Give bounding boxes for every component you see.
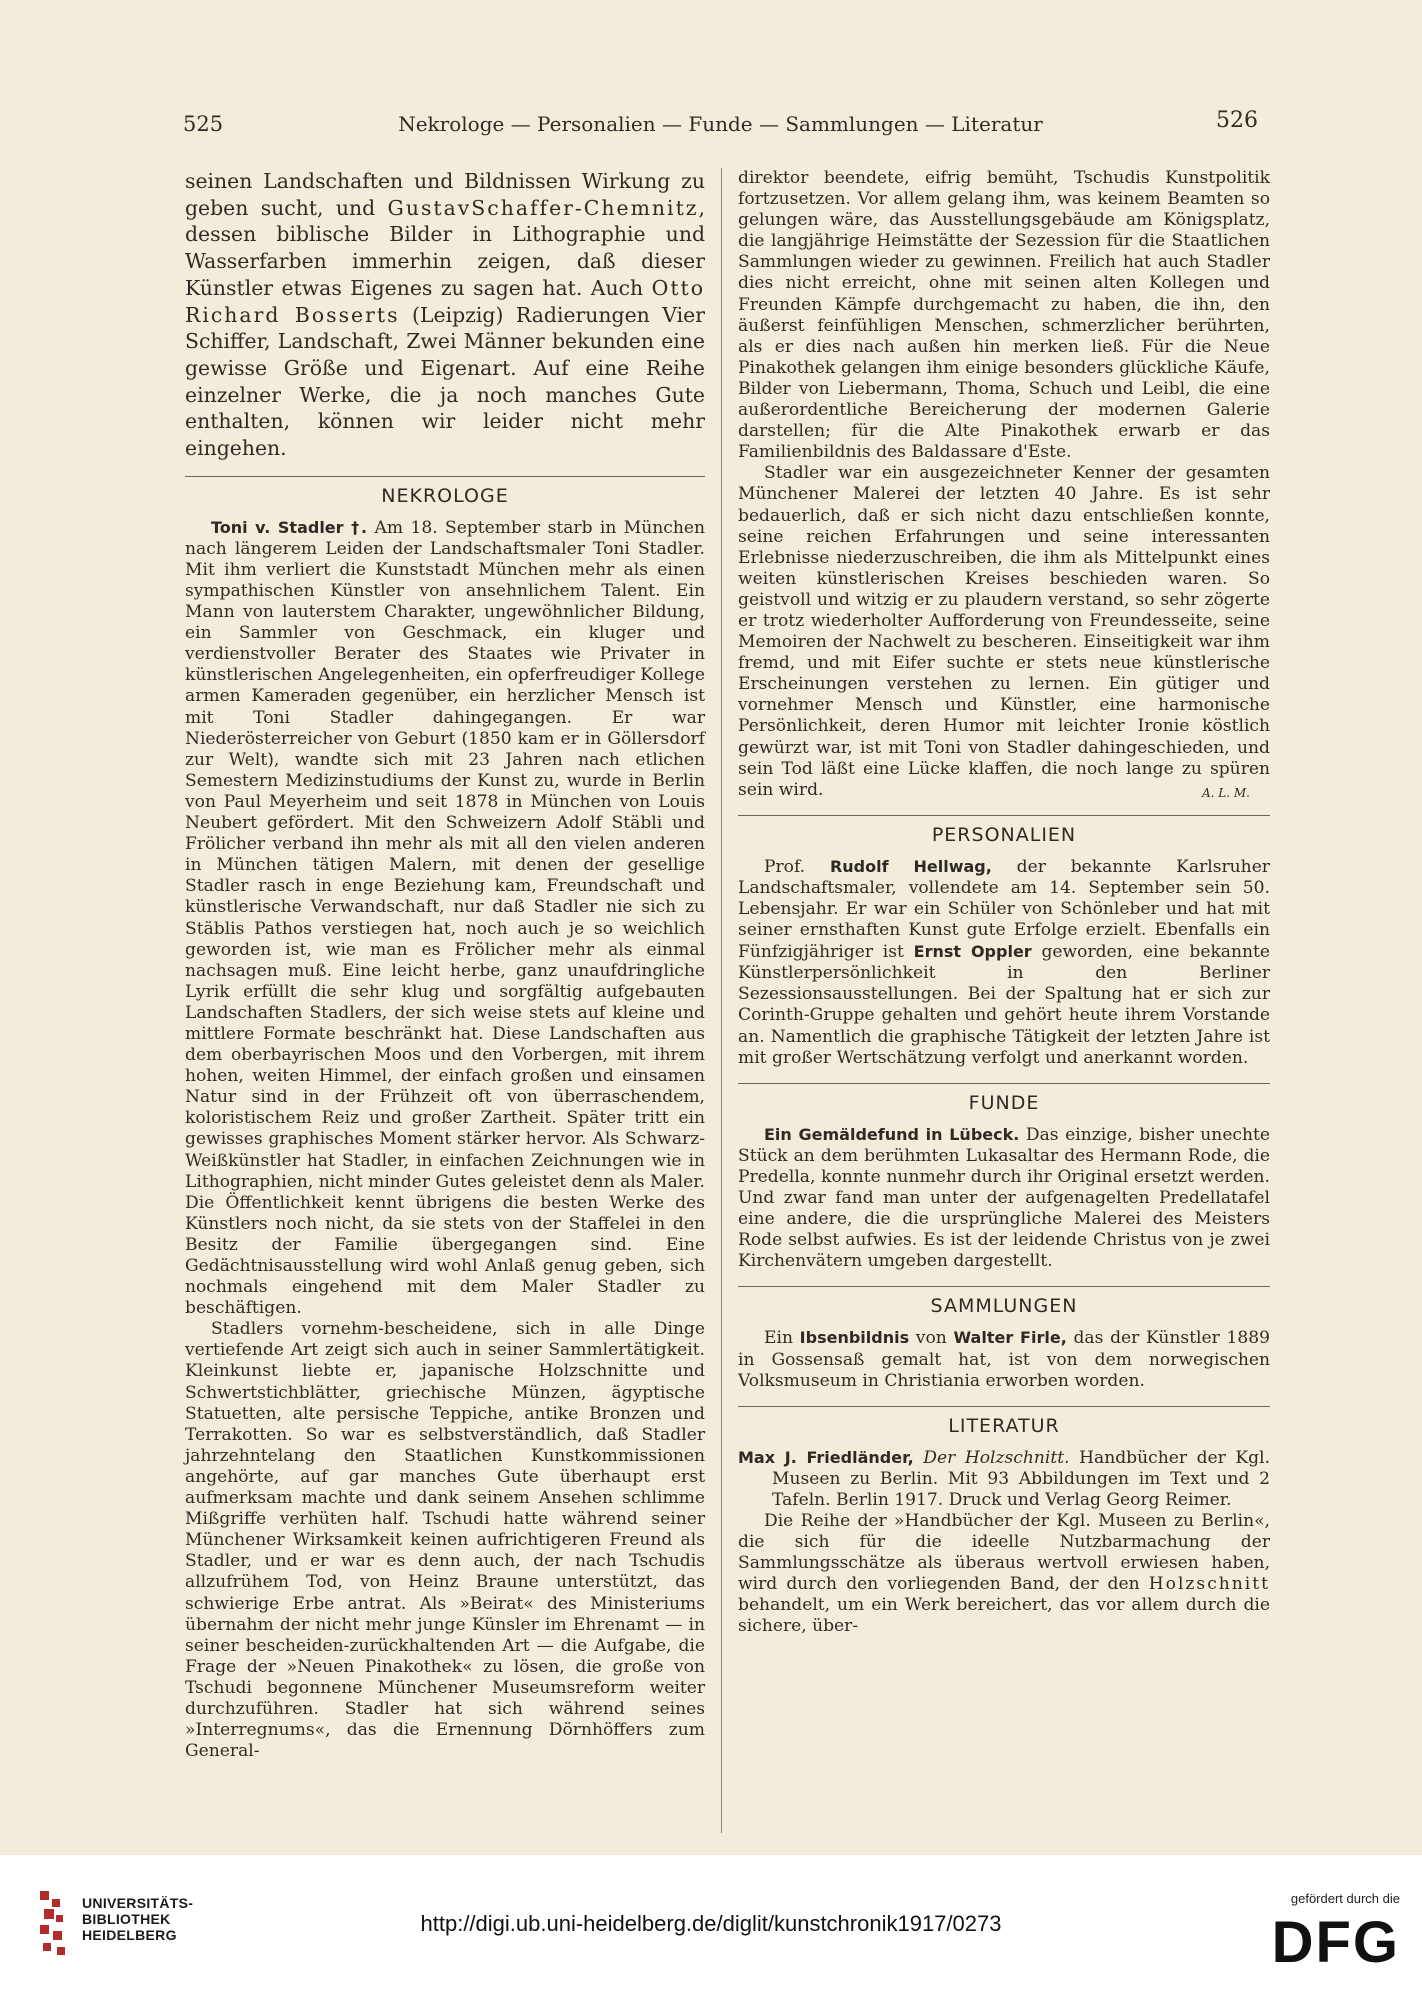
personalien-prefix: Prof.	[764, 856, 830, 877]
literatur-paragraph	[738, 1511, 1270, 1638]
dfg-logo-icon[interactable]: DFG	[1271, 1910, 1400, 1975]
right-column	[738, 168, 1270, 1638]
book-title: Der Holzschnitt.	[913, 1447, 1070, 1468]
funde-paragraph	[738, 1124, 1270, 1273]
library-name-line-1: UNIVERSITÄTS-	[82, 1895, 194, 1911]
intro-text-3: (Leipzig) Radierungen Vier Schiffer, Landschaft, Zwei Männer bekunden eine gewisse Größe und Eigenart. Auf eine Reihe einzelner Werke, die ja noch manches Gute enthalten, können wir leider nicht mehr eingehen.	[185, 302, 705, 461]
person-name-hellwag: Rudolf Hellwag,	[829, 856, 992, 876]
source-url-link[interactable]: http://digi.ub.uni-heidelberg.de/diglit/kunstchronik1917/0273	[420, 1911, 1002, 1936]
heading-nekrologe: NEKROLOGE	[381, 484, 509, 507]
book-details: Handbücher der Kgl. Museen zu Berlin. Mit 93 Abbildungen im Text und 2 Tafeln. Berlin 1917. Druck und Verlag Georg Reimer.	[772, 1447, 1271, 1510]
intro-text-2: , dessen biblische Bilder in Lithographie und Wasserfarben immerhin zeigen, daß dieser Künstler etwas Eigenes zu sagen hat. Auch	[185, 195, 705, 300]
intro-paragraph	[185, 168, 705, 462]
sammlungen-paragraph	[738, 1327, 1270, 1391]
personalien-text-1: der bekannte Karlsruher Landschaftsmaler, vollendete am 14. September sein 50. Lebensjahr. Er war ein Schüler von Schönleber und hat mit seiner ernsthaften Kunst gute Erfolge erzielt. Ebenfalls ein Fünfzigjähriger ist	[738, 856, 1270, 963]
left-column	[185, 168, 705, 1762]
funde-lead: Ein Gemäldefund in Lübeck.	[764, 1124, 1020, 1144]
nekrolog-paragraph-4	[738, 463, 1270, 801]
literature-reference	[738, 1447, 1270, 1511]
person-name-oppler: Ernst Oppler	[913, 942, 1032, 962]
column-divider	[721, 168, 722, 1833]
artist-name-bosserts: Otto Richard Bosserts	[185, 275, 705, 327]
personalien-paragraph	[738, 856, 1270, 1069]
library-name-line-3: HEIDELBERG	[82, 1927, 177, 1943]
nekrolog-paragraph-2: Stadlers vornehm-bescheidene, sich in alle Dinge vertiefende Art zeigt sich auch in seiner Sammlertätigkeit. Kleinkunst liebte er, japanische Holzschnitte und Schwertstichblätter, griechische Münzen, ägyptische Statuetten, alte persische Teppiche, antike Bronzen und Terrakotten. So war es selbstverständlich, daß Stadler jahrzehntelang den Staatlichen Kunstkommissionen angehörte, auf gar manches Gute überhaupt erst aufmerksam machte und dank seinem Ansehen schlimme Mißgriffe verhüten half. Tschudi hatte während seiner Münchener Wirksamkeit keinen aufrichtigeren Freund als Stadler, und er war es denn auch, der nach Tschudis allzufrühem Tod, von Heinz Braune unterstützt, das schwierige Erbe antrat. Als »Beirat« des Ministeriums übernahm der nicht mehr junge Künsler im Ehrenamt — in seiner bescheiden-zurückhaltenden Art — die Aufgabe, die Frage der »Neuen Pinakothek« zu lösen, die große von Tschudi begonnene Münchener Museumsreform weiter durchzuführen. Stadler hat sich während seines »Interregnums«, das die Ernennung Dörnhöffers zum General-	[185, 1319, 705, 1762]
heading-funde: FUNDE	[968, 1091, 1040, 1114]
heading-sammlungen: SAMMLUNGEN	[930, 1295, 1078, 1318]
person-name-firle: Walter Firle,	[953, 1328, 1067, 1348]
page-number-left: 525	[183, 112, 224, 136]
section-rule	[738, 1286, 1270, 1287]
nekrolog-paragraph-1	[185, 517, 705, 1320]
nekrolog-paragraph-3: direktor beendete, eifrig bemüht, Tschudis Kunstpolitik fortzusetzen. Vor allem gelang ihm, was keinem Beamten so gelungen wäre, das Ausstellungsgebäude am Königsplatz, die langjährige Heimstätte der Sezession für die Staatlichen Sammlungen wieder zu gewinnen. Freilich hat auch Stadler dies nicht erreicht, ohne mit seinen alten Kollegen und Freunden Kämpfe durchgemacht zu haben, die ihn, den äußerst feinfühligen Menschen, schmerzlicher berührten, als er dies nach außen hin merken ließ. Für die Neue Pinakothek gelangen ihm einige besonders glückliche Käufe, Bilder von Liebermann, Thoma, Schuch und Leibl, die eine außerordentliche Bereicherung der modernen Galerie darstellen; für die Alte Pinakothek erwarb er das Familienbildnis des Baldassare d'Este.	[738, 168, 1270, 463]
nekrolog-lead: Toni v. Stadler †.	[211, 517, 368, 537]
sammlungen-mid: von	[909, 1328, 954, 1349]
spaced-term-holzschnitt: Holzschnitt	[1148, 1574, 1270, 1595]
intro-text-1: seinen Landschaften und Bildnissen Wirkung zu geben sucht, und	[185, 169, 705, 220]
personalien-text-2: geworden, eine bekannte Künstlerpersönlichkeit in den Berliner Sezessionsausstellungen. Bei der Spaltung hat er sich zur Corinth-Gruppe gehalten und gehört heute ihrem Vorstande an. Namentlich die graphische Tätigkeit der letzten Jahre ist mit großer Wertschätzung verfolgt und anerkannt worden.	[738, 942, 1270, 1068]
section-rule	[738, 1406, 1270, 1407]
digitization-footer	[0, 1855, 1422, 1995]
page-number-right: 526	[1216, 108, 1258, 133]
library-name-line-2: BIBLIOTHEK	[82, 1911, 171, 1927]
nekrolog-text-1: Am 18. September starb in München nach längerem Leiden der Landschaftsmaler Toni Stadler. Mit ihm verliert die Kunststadt München mehr als einen sympathischen Künstler von ansehnlichem Talent. Ein Mann von lauterstem Charakter, ungewöhnlicher Bildung, ein Sammler von Geschmack, ein kluger und verdienstvoller Berater des Staates wie Privater in künstlerischen Angelegenheiten, ein opferfreudiger Kollege armen Kameraden gegenüber, ein herzlicher Mensch ist mit Toni Stadler dahingegangen. Er war Niederösterreicher von Geburt (1850 kam er in Göllersdorf zur Welt), wandte sich mit 23 Jahren nach etlichen Semestern Medizinstudiums der Kunst zu, wurde in Berlin von Paul Meyerheim und seit 1878 in München von Louis Neubert gefördert. Mit den Schweizern Adolf Stäbli und Frölicher verband ihn mehr als mit all den vielen anderen in München tätigen Malern, mit denen der gesellige Stadler rasch in enge Beziehung kam, Freundschaft und künstlerische Verwandschaft, nur daß Stadler nie sich zu Stäblis Pathos verstiegen hat, noch auch je so weichlich geworden ist, wie man es Frölicher mehr als einmal nachsagen muß. Eine leicht herbe, ganz unaufdringliche Lyrik erfüllt die sehr klug und sorgfältig aufgebauten Landschaften Stadlers, der sich weise stets auf kleine und mittlere Formate beschränkt hat. Diese Landschaften aus dem oberbayrischen Moos und den Vorbergen, mit ihrem hohen, weiten Himmel, der einfach großen und einsamen Natur sind in der Frühzeit oft von überraschendem, koloristischem Reiz und großer Zartheit. Später tritt ein gewisses graphisches Moment stärker hervor. Als Schwarz-Weißkünstler hat Stadler, in einfachen Zeichnungen wie in Lithographien, nicht minder Gutes geleistet denn als Maler. Die Öffentlichkeit kennt übrigens die besten Werke des Künstlers noch nicht, da sie stets von der Staffelei in den Besitz der Familie übergegangen sind. Eine Gedächtnisausstellung wird wohl Anlaß genug geben, sich nochmals eingehend mit dem Maler Stadler zu beschäftigen.	[185, 517, 706, 1319]
heading-personalien: PERSONALIEN	[931, 823, 1077, 846]
artist-name-schaffer: GustavSchaffer-Chemnitz	[387, 195, 699, 220]
funder-caption: gefördert durch die	[1290, 1891, 1400, 1906]
literatur-text-1: Die Reihe der »Handbücher der Kgl. Museen zu Berlin«, die sich für die ideelle Nutzbarmachung der Sammlungsschätze als überaus wertvoll erwiesen haben, wird durch den vorliegenden Band, der den	[738, 1510, 1270, 1595]
heading-literatur: LITERATUR	[948, 1414, 1060, 1437]
work-title-ibsenbildnis: Ibsenbildnis	[799, 1328, 910, 1348]
author-signature: A. L. M.	[1202, 785, 1250, 800]
literatur-text-2: behandelt, um ein Werk bereichert, das vor allem durch die sichere, über-	[738, 1595, 1270, 1637]
running-title: Nekrologe — Personalien — Funde — Sammlungen — Literatur	[398, 112, 1043, 136]
sammlungen-text: das der Künstler 1889 in Gossensaß gemalt hat, ist von dem norwegischen Volksmuseum in Christiania erworben worden.	[738, 1328, 1271, 1391]
section-rule	[185, 476, 705, 477]
section-rule	[738, 1083, 1270, 1084]
running-head	[183, 108, 1258, 142]
nekrolog-text-4: Stadler war ein ausgezeichneter Kenner der gesamten Münchener Malerei der letzten 40 Jahre. Es ist sehr bedauerlich, daß er sich nicht dazu entschließen konnte, seine reichen Erfahrungen und seine interessanten Erlebnisse niederzuschreiben, die ihm als Mittelpunkt eines weiten künstlerischen Kreises beschieden waren. So geistvoll und witzig er zu plaudern verstand, so sehr zögerte er trotz wiederholter Aufforderung von Freundesseite, seine Memoiren der Nachwelt zu bescheren. Einseitigkeit war ihm fremd, und mit Eifer suchte er stets neue künstlerische Erscheinungen verstehen zu lernen. Ein gütiger und vornehmer Mensch und Künstler, eine harmonische Persönlichkeit, deren Humor mit leichter Ironie köstlich gewürzt war, ist mit Toni von Stadler dahingeschieden, und sein Tod läßt eine Lücke klaffen, die noch lange zu spüren sein wird.	[738, 463, 1270, 800]
book-author: Max J. Friedländer,	[738, 1447, 914, 1467]
sammlungen-prefix: Ein	[764, 1328, 800, 1349]
section-rule	[738, 815, 1270, 816]
funde-text: Das einzige, bisher unechte Stück an dem berühmten Lukasaltar des Hermann Rode, die Predella, konnte nunmehr durch ihr Original ersetzt werden. Und zwar fand man unter der aufgenagelten Predellatafel eine andere, die die ursprüngliche Malerei des Meisters Rode selbst aufwies. Es ist der leidende Christus von je zwei Kirchenvätern umgeben dargestellt.	[738, 1124, 1271, 1272]
